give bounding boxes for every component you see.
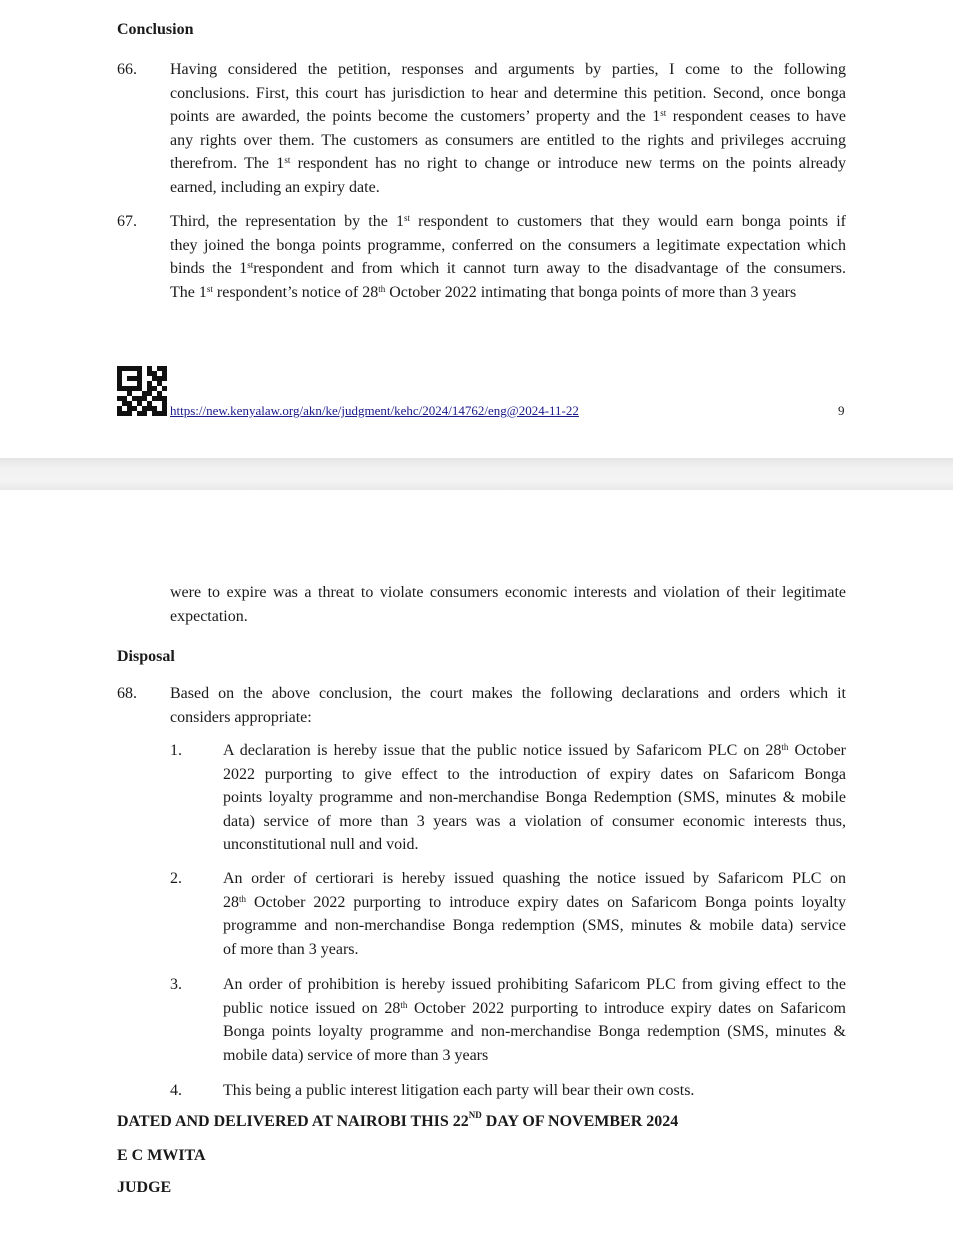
text-line (170, 210, 846, 234)
line-text: A declaration is hereby issue that the public notice issued by Safaricom PLC on 28 (223, 742, 782, 759)
line-text: unconstitutional null and void. (223, 836, 419, 853)
paragraph-66-number: 66. (117, 61, 137, 78)
ordinal-superscript: st (206, 283, 213, 294)
line-text: expectation. (170, 607, 248, 625)
text-line (223, 891, 846, 915)
ordinal-superscript: th (400, 999, 408, 1010)
line-text: earned, including an expiry date. (170, 178, 380, 196)
dated-line (117, 1110, 679, 1131)
line-text: binds the 1 (170, 260, 248, 277)
judge-name: E C MWITA (117, 1147, 206, 1164)
page-separator (0, 458, 953, 490)
line-text: October 2022 purporting to introduce expiry dates on Safaricom (407, 999, 846, 1017)
text-line (223, 1020, 846, 1044)
paragraph-67-number: 67. (117, 213, 137, 230)
line-text: any rights over them. The customers as consumers are entitled to the rights and privileges accruing (170, 131, 846, 149)
line-text: 28 (223, 893, 239, 911)
ordinal-superscript: ND (468, 1110, 482, 1120)
line-text: An order of prohibition is hereby issued prohibiting Safaricom PLC from giving effect to the (223, 976, 846, 993)
paragraph-66 (170, 58, 846, 199)
text-line (223, 1044, 846, 1068)
line-text: October 2022 intimating that bonga points of more than 3 years (385, 283, 797, 301)
ordinal-superscript: th (781, 742, 789, 752)
qr-code-icon (117, 366, 167, 416)
text-line (223, 997, 846, 1021)
line-text: DAY OF NOVEMBER 2024 (481, 1113, 679, 1130)
conclusion-heading: Conclusion (117, 21, 194, 38)
line-text: Third, the representation by the 1 (170, 213, 404, 230)
text-line (223, 833, 846, 857)
line-text: points loyalty programme and non-merchandise Bonga Redemption (SMS, minutes & mobile (223, 789, 846, 806)
page-10 (0, 490, 953, 1250)
line-text: programme and non-merchandise Bonga redemption (SMS, minutes & mobile data) service (223, 917, 846, 934)
text-line (170, 58, 846, 82)
ordinal-superscript: th (239, 893, 247, 904)
ordinal-superscript: th (378, 283, 386, 294)
order-4-number: 4. (170, 1082, 182, 1099)
text-line (223, 786, 846, 810)
text-line (170, 234, 846, 258)
line-text: respondent to customers that they would earn bonga points if (410, 213, 847, 230)
line-text: respondent ceases to have (666, 108, 846, 125)
paragraph-68 (170, 682, 846, 729)
line-text: points are awarded, the points become the customers’ property and the 1 (170, 108, 661, 125)
line-text: October (788, 742, 847, 759)
order-1 (223, 739, 846, 857)
paragraph-67 (170, 210, 846, 304)
text-line (223, 739, 846, 763)
line-text: Bonga points loyalty programme and non-merchandise Bonga redemption (SMS, minutes & (223, 1023, 846, 1040)
line-text: respondent and from which it cannot turn away to the disadvantage of the consumers. (253, 260, 846, 277)
line-text: public notice issued on 28 (223, 999, 401, 1017)
ordinal-superscript: st (284, 155, 291, 165)
text-line (223, 914, 846, 938)
page-9 (0, 0, 953, 458)
line-text: October 2022 purporting to introduce expiry dates on Safaricom Bonga points loyalty (246, 893, 846, 911)
line-text: Based on the above conclusion, the court makes the following declarations and orders which it (170, 685, 846, 702)
line-text: This being a public interest litigation each party will bear their own costs. (223, 1082, 695, 1099)
text-line (170, 706, 846, 730)
ordinal-superscript: st (660, 108, 667, 118)
order-4 (223, 1079, 846, 1103)
text-line (170, 281, 846, 305)
text-line (170, 152, 846, 176)
paragraph-68-number: 68. (117, 685, 137, 702)
line-text: 2022 purporting to give effect to the introduction of expiry dates on Safaricom Bonga (223, 765, 846, 783)
line-text: were to expire was a threat to violate consumers economic interests and violation of their legitimate (170, 584, 846, 601)
text-line (223, 810, 846, 834)
order-3 (223, 973, 846, 1067)
line-text: conclusions. First, this court has jurisdiction to hear and determine this petition. Second, once bonga (170, 84, 846, 102)
text-line (170, 82, 846, 106)
judgment-url-link[interactable]: https://new.kenyalaw.org/akn/ke/judgment/kehc/2024/14762/eng@2024-11-22 (170, 403, 579, 418)
order-2 (223, 867, 846, 961)
ordinal-superscript: st (403, 213, 410, 223)
text-line (223, 763, 846, 787)
line-text: they joined the bonga points programme, conferred on the consumers a legitimate expectation which (170, 236, 846, 254)
order-1-number: 1. (170, 742, 182, 759)
text-line (223, 1079, 846, 1103)
text-line (170, 129, 846, 153)
line-text: An order of certiorari is hereby issued quashing the notice issued by Safaricom PLC on (223, 870, 846, 887)
text-line (223, 938, 846, 962)
text-line (170, 682, 846, 706)
line-text: DATED AND DELIVERED AT NAIROBI THIS 22 (117, 1113, 469, 1130)
text-line (170, 605, 846, 629)
page-number: 9 (838, 403, 845, 418)
line-text: therefrom. The 1 (170, 155, 285, 172)
text-line (223, 973, 846, 997)
line-text: The 1 (170, 283, 207, 301)
paragraph-67-continued (170, 581, 846, 628)
line-text: of more than 3 years. (223, 940, 359, 958)
disposal-heading: Disposal (117, 648, 175, 665)
order-2-number: 2. (170, 870, 182, 887)
line-text: respondent’s notice of 28 (212, 283, 379, 301)
judge-title: JUDGE (117, 1179, 172, 1196)
line-text: considers appropriate: (170, 708, 312, 726)
order-3-number: 3. (170, 976, 182, 993)
line-text: data) service of more than 3 years was a violation of consumer economic interests thus, (223, 812, 846, 830)
line-text: mobile data) service of more than 3 years (223, 1046, 489, 1064)
line-text: respondent has no right to change or introduce new terms on the points already (290, 155, 846, 172)
text-line (170, 176, 846, 200)
text-line (170, 257, 846, 281)
text-line (170, 105, 846, 129)
line-text: Having considered the petition, responses and arguments by parties, I come to the following (170, 61, 846, 78)
ordinal-superscript: st (247, 260, 254, 270)
text-line (170, 581, 846, 605)
text-line (223, 867, 846, 891)
